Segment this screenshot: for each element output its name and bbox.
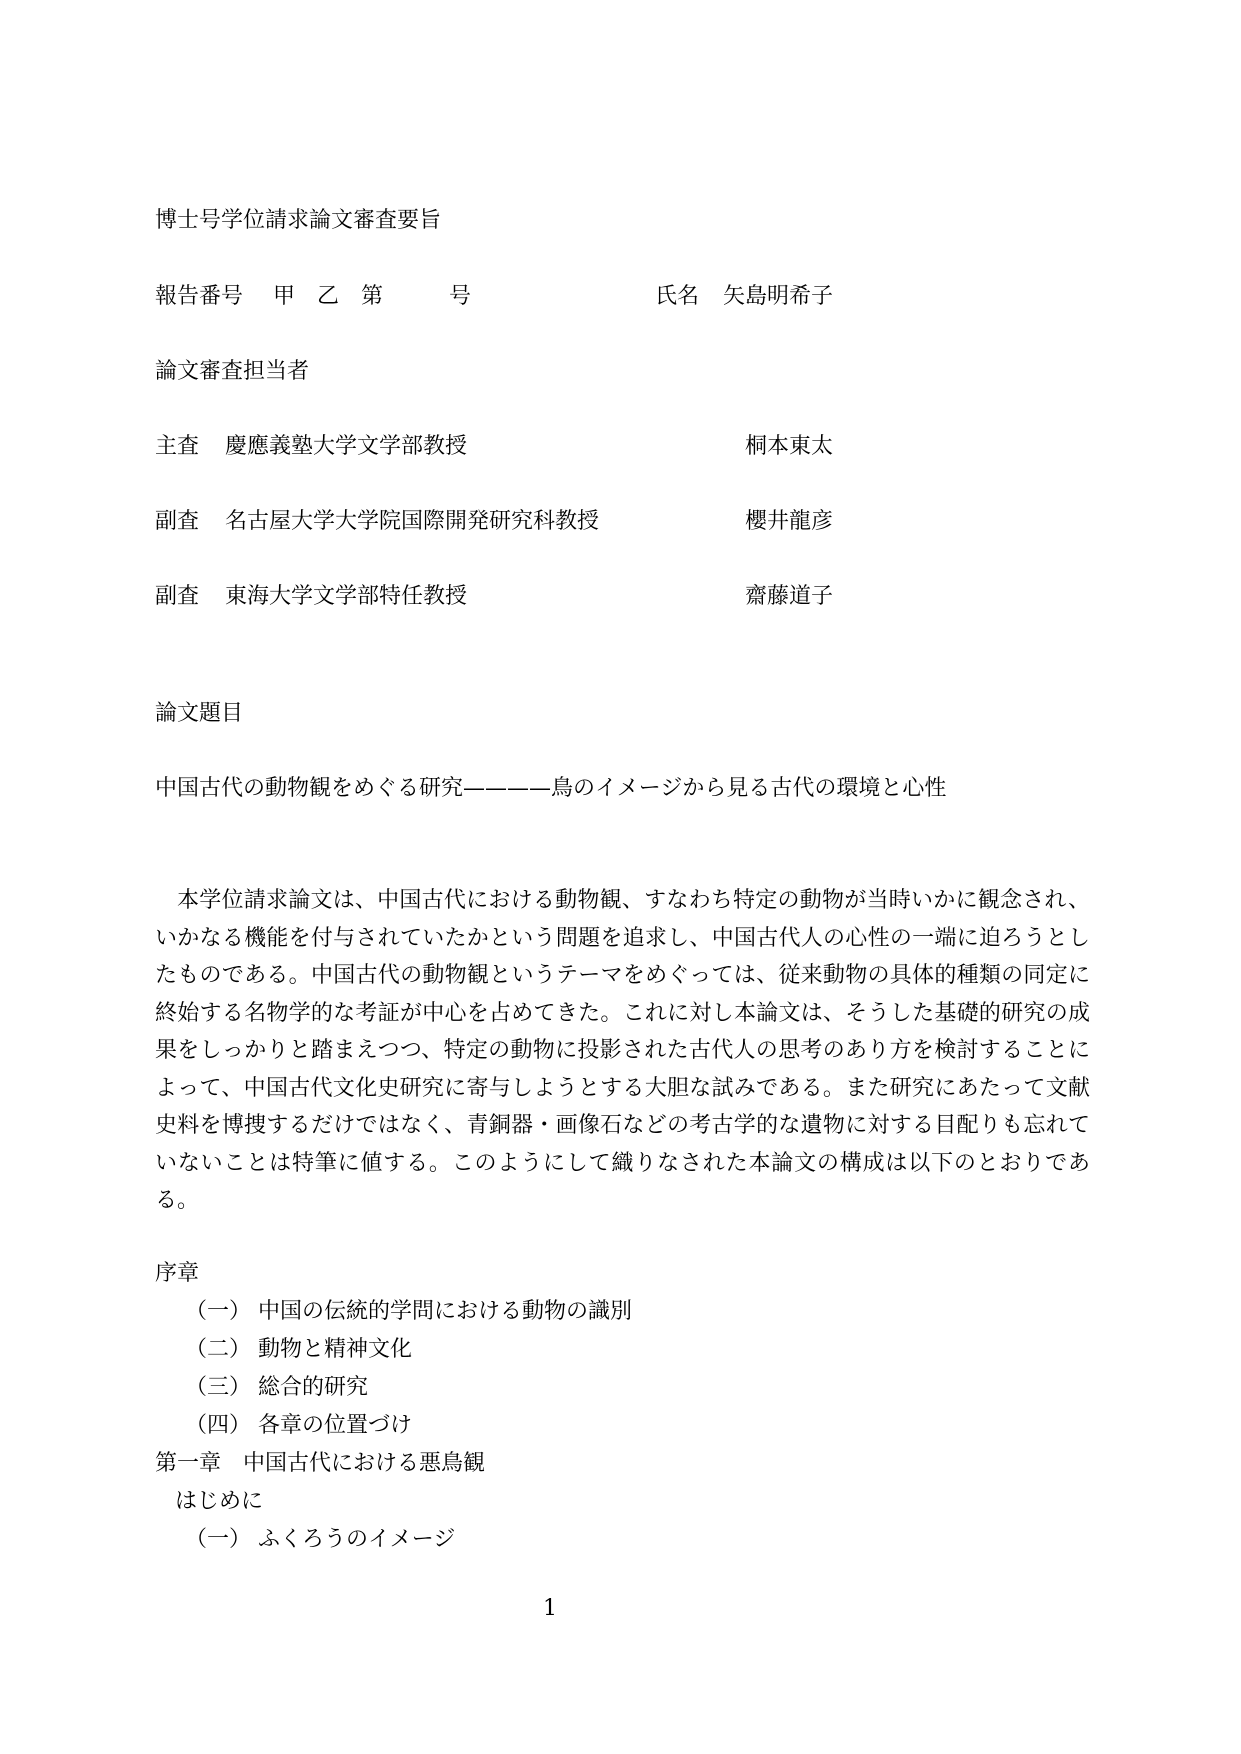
toc-item: （四） 各章の位置づけ <box>185 1413 412 1438</box>
committee-row <box>0 435 1241 461</box>
report-number-line <box>155 285 471 309</box>
member-name: 齋藤道子 <box>745 584 834 609</box>
committee-heading: 論文審査担当者 <box>155 359 310 384</box>
member-role: 副査 <box>155 584 200 609</box>
page-number: 1 <box>543 1596 557 1621</box>
toc-item: （二） 動物と精神文化 <box>185 1337 412 1362</box>
candidate-name-line <box>655 285 833 309</box>
committee-row <box>0 585 1241 611</box>
thesis-title: 中国古代の動物観をめぐる研究————鳥のイメージから見る古代の環境と心性 <box>155 776 947 801</box>
thesis-title-label: 論文題目 <box>155 701 244 726</box>
doc-type-heading: 博士号学位請求論文審査要旨 <box>155 208 442 233</box>
toc-item: （三） 総合的研究 <box>185 1375 368 1400</box>
member-affiliation: 慶應義塾大学文学部教授 <box>225 434 468 459</box>
member-role: 主査 <box>155 434 200 459</box>
member-name: 櫻井龍彦 <box>745 509 834 534</box>
member-role: 副査 <box>155 509 200 534</box>
toc-item: （一） ふくろうのイメージ <box>185 1527 456 1552</box>
report-number-label: 報告番号 <box>155 284 244 309</box>
toc-item: （一） 中国の伝統的学問における動物の識別 <box>185 1299 632 1324</box>
candidate-name-label: 氏名 <box>655 284 700 309</box>
toc-item: はじめに <box>175 1489 264 1514</box>
committee-row <box>0 510 1241 536</box>
report-number-value: 甲 乙 第 号 <box>273 284 472 309</box>
member-name: 桐本東太 <box>745 434 834 459</box>
toc-item: 第一章 中国古代における悪鳥観 <box>155 1451 486 1476</box>
candidate-name-value: 矢島明希子 <box>723 284 834 309</box>
summary-paragraph: 本学位請求論文は、中国古代における動物観、すなわち特定の動物が当時いかに観念され、いかなる機能を付与されていたかという問題を追求し、中国古代人の心性の一端に迫ろうとしたものである。中国古代の動物観というテーマをめぐっては、従来動物の具体的種類の同定に終始する名物学的な考証が中心を占めてきた。これに対し本論文は、そうした基礎的研究の成果をしっかりと踏まえつつ、特定の動物に投影された古代人の思考のあり方を検討することによって、中国古代文化史研究に寄与しようとする大胆な試みである。また研究にあたって文献史料を博捜するだけではなく、青銅器・画像石などの考古学的な遺物に対する目配りも忘れていないことは特筆に値する。このようにして織りなされた本論文の構成は以下のとおりである。 <box>155 888 1090 1213</box>
toc-item: 序章 <box>155 1261 200 1286</box>
member-affiliation: 東海大学文学部特任教授 <box>225 584 468 609</box>
member-affiliation: 名古屋大学大学院国際開発研究科教授 <box>225 509 600 534</box>
